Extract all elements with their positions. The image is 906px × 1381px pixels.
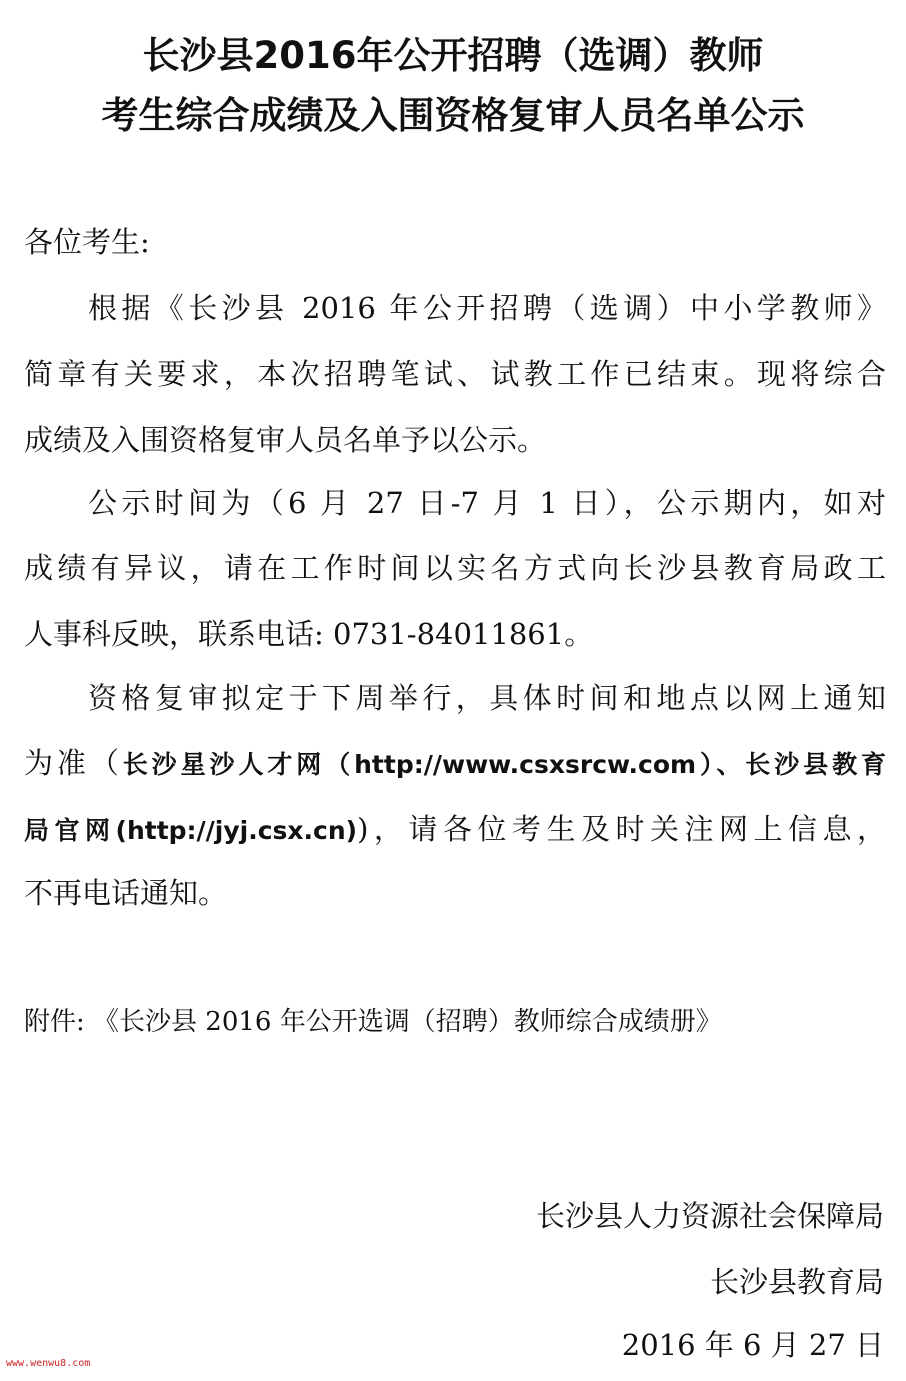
signature-org-hr-bureau: 长沙县人力资源社会保障局 <box>535 1199 884 1233</box>
paragraph-3-line-4: 不再电话通知。 <box>24 876 228 910</box>
attachment-note: 附件: 《长沙县 2016 年公开选调（招聘）教师综合成绩册》 <box>24 1007 722 1037</box>
paragraph-2-line-1: 公示时间为（6 月 27 日-7 月 1 日），公示期内，如对 <box>88 486 886 520</box>
signature-org-education-bureau: 长沙县教育局 <box>709 1265 884 1299</box>
site-watermark: www.wenwu8.com <box>6 1358 91 1369</box>
paragraph-3-line-3-suffix: )，请各位考生及时关注网上信息， <box>357 812 886 846</box>
paragraph-3-line-3 <box>24 809 886 849</box>
education-bureau-site-link: 局官网(http://jyj.csx.cn) <box>24 816 358 845</box>
paragraph-3-line-2-prefix: 为准（ <box>24 746 123 780</box>
recruitment-site-link: 长沙星沙人才网（http://www.csxsrcw.com）、长沙县教育 <box>122 750 886 779</box>
paragraph-3-line-2 <box>24 743 886 783</box>
paragraph-3-line-1: 资格复审拟定于下周举行，具体时间和地点以网上通知 <box>88 681 886 715</box>
paragraph-2-line-3: 人事科反映，联系电话: 0731-84011861。 <box>24 617 594 651</box>
paragraph-2-line-2: 成绩有异议，请在工作时间以实名方式向长沙县教育局政工 <box>24 551 886 585</box>
paragraph-1-line-1: 根据《长沙县 2016 年公开招聘（选调）中小学教师》 <box>88 291 886 325</box>
document-title-line-2: 考生综合成绩及入围资格复审人员名单公示 <box>101 94 805 137</box>
paragraph-1-line-3: 成绩及入围资格复审人员名单予以公示。 <box>24 423 547 457</box>
salutation: 各位考生: <box>24 225 150 259</box>
paragraph-1-line-2: 简章有关要求，本次招聘笔试、试教工作已结束。现将综合 <box>24 357 886 391</box>
signature-date: 2016 年 6 月 27 日 <box>621 1328 884 1362</box>
document-title-line-1: 长沙县2016年公开招聘（选调）教师 <box>142 34 764 77</box>
